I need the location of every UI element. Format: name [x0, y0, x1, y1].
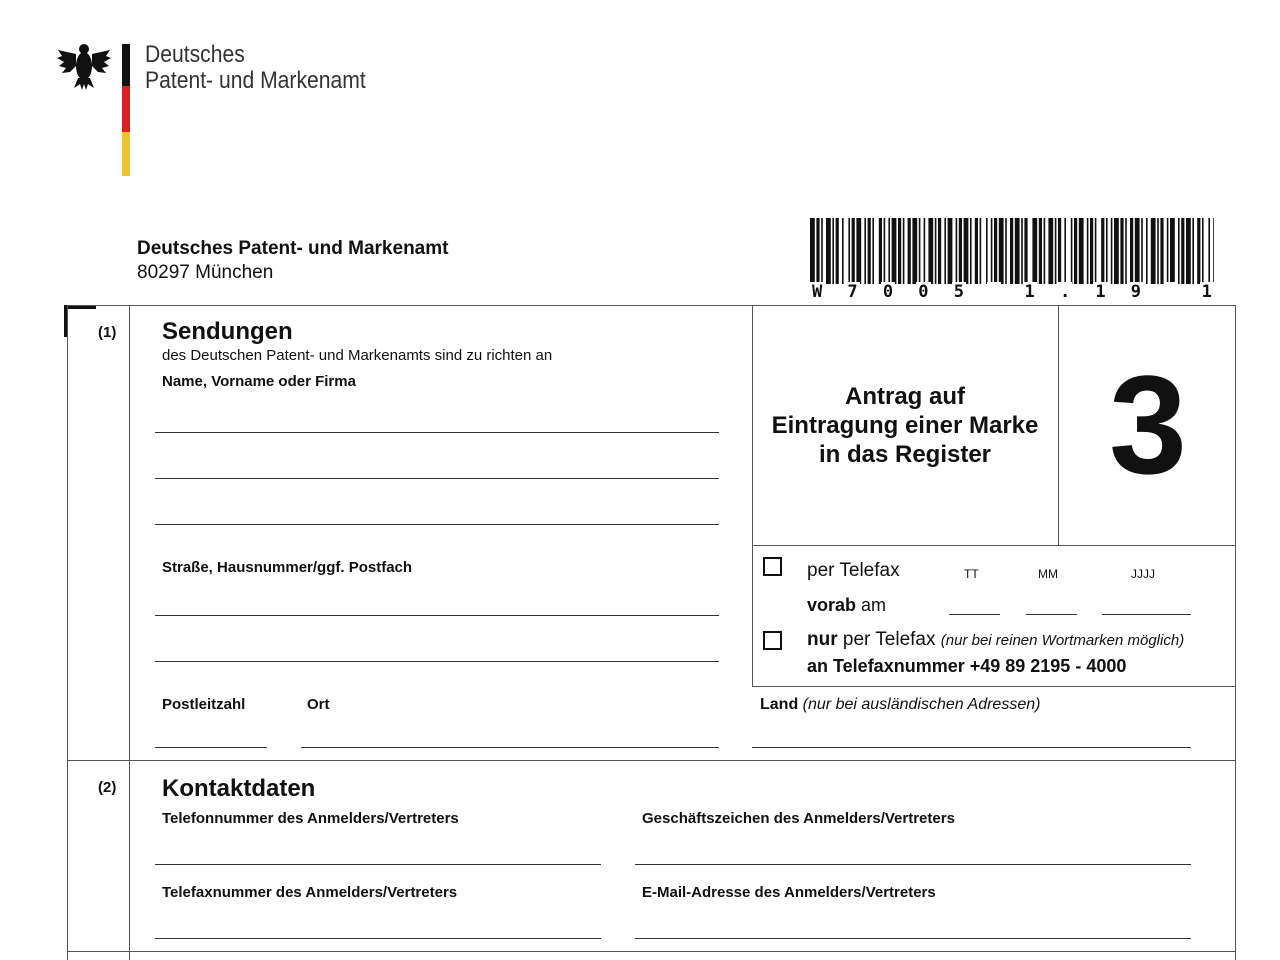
barcode-char: [1164, 282, 1178, 302]
barcode-bar: [1074, 218, 1077, 284]
barcode-bar: [970, 218, 972, 284]
nur-rest: per Telefax: [837, 629, 941, 650]
barcode-bar: [919, 218, 921, 284]
barcode-bar: [1213, 218, 1214, 284]
reference-field[interactable]: [635, 864, 1191, 865]
barcode-bar: [1120, 218, 1123, 284]
barcode-bar: [872, 218, 874, 284]
country-label-row: [760, 696, 1040, 714]
vorab-rest: am: [856, 595, 887, 615]
form-title: [753, 382, 1057, 469]
barcode-bar: [956, 218, 958, 284]
barcode-bar: [1055, 218, 1057, 284]
barcode-bar: [994, 218, 997, 284]
barcode-bar: [1146, 218, 1148, 284]
barcode: [810, 218, 1214, 284]
barcode-bar: [1010, 218, 1013, 284]
barcode-bar: [1101, 218, 1104, 284]
barcode-bar: [1181, 218, 1184, 284]
per-fax-label: per Telefax: [807, 560, 900, 581]
section1-number: (1): [98, 324, 117, 341]
barcode-bar: [1114, 218, 1119, 284]
vorab-row: [807, 595, 886, 616]
barcode-bar: [1021, 218, 1023, 284]
brand-line-2: Patent- und Markenamt: [145, 67, 366, 94]
section2-title: Kontaktdaten: [162, 775, 316, 802]
barcode-bar: [1208, 218, 1210, 284]
brand-name: [145, 42, 366, 94]
barcode-bar: [1064, 218, 1066, 284]
barcode-char: 0: [882, 282, 894, 302]
phone-field[interactable]: [155, 864, 601, 865]
barcode-bar: [816, 218, 819, 284]
name-field-1[interactable]: [155, 432, 719, 433]
zip-field[interactable]: [155, 747, 267, 748]
barcode-bar: [1197, 218, 1200, 284]
barcode-bar: [892, 218, 897, 284]
barcode-bar: [810, 218, 815, 284]
barcode-bar: [1106, 218, 1108, 284]
crop-mark: [64, 305, 96, 337]
barcode-bar: [1015, 218, 1020, 284]
barcode-bar: [908, 218, 911, 284]
barcode-bar: [1087, 218, 1089, 284]
form-title-line-2: Eintragung einer Marke: [771, 412, 1039, 439]
barcode-bar: [1044, 218, 1046, 284]
nur-fax-row: [807, 629, 1184, 651]
year-label: JJJJ: [1131, 567, 1155, 581]
barcode-bar: [1186, 218, 1191, 284]
barcode-bar: [1039, 218, 1042, 284]
barcode-bar: [903, 218, 905, 284]
barcode-bar: [1157, 218, 1159, 284]
barcode-bar: [912, 218, 917, 284]
barcode-bar: [1079, 218, 1084, 284]
barcode-bar: [944, 218, 946, 284]
barcode-bar: [1111, 218, 1113, 284]
barcode-bar: [975, 218, 978, 284]
country-note: (nur bei ausländischen Adressen): [802, 696, 1041, 713]
email-field[interactable]: [635, 938, 1191, 939]
barcode-bar: [1005, 218, 1007, 284]
barcode-bar: [884, 218, 886, 284]
barcode-bar: [959, 218, 962, 284]
barcode-bar: [826, 218, 831, 284]
barcode-bar: [868, 218, 871, 284]
barcode-bar: [1058, 218, 1061, 284]
barcode-bar: [1141, 218, 1143, 284]
title-box-left: [752, 305, 753, 687]
barcode-bar: [1130, 218, 1133, 284]
federal-eagle-icon: [56, 40, 112, 92]
form-title-line-3: in das Register: [818, 441, 992, 468]
barcode-bar: [1048, 218, 1053, 284]
barcode-bar: [928, 218, 933, 284]
barcode-char: 9: [1130, 282, 1142, 302]
barcode-char: W: [812, 282, 823, 302]
street-label: Straße, Hausnummer/ggf. Postfach: [162, 559, 413, 576]
barcode-char: 1: [1201, 282, 1212, 302]
frame-top: [67, 305, 1236, 306]
barcode-bar: [1095, 218, 1097, 284]
day-label: TT: [964, 567, 979, 581]
barcode-bar: [1170, 218, 1175, 284]
barcode-bar: [1202, 218, 1204, 284]
barcode-text: [810, 282, 1214, 302]
barcode-bar: [1135, 218, 1140, 284]
barcode-bar: [898, 218, 901, 284]
nur-note: (nur bei reinen Wortmarken möglich): [940, 632, 1185, 649]
barcode-char: [987, 282, 1001, 302]
title-box-bottom: [752, 545, 1236, 546]
barcode-bar: [836, 218, 839, 284]
zip-label: Postleitzahl: [162, 696, 246, 713]
number-column-divider: [129, 305, 130, 960]
barcode-bar: [1125, 218, 1127, 284]
fax-field[interactable]: [155, 938, 601, 939]
barcode-bar: [964, 218, 969, 284]
title-box-divider: [1058, 305, 1059, 545]
barcode-bar: [1151, 218, 1156, 284]
barcode-bar: [821, 218, 823, 284]
name-label: Name, Vorname oder Firma: [162, 373, 356, 390]
barcode-bar: [888, 218, 890, 284]
form-title-line-1: Antrag auf: [845, 383, 965, 410]
email-label: E-Mail-Adresse des Anmelders/Vertreters: [642, 884, 936, 901]
office-city: 80297 München: [137, 262, 274, 283]
barcode-bar: [852, 218, 855, 284]
form-number: 3: [1109, 346, 1187, 503]
barcode-bar: [980, 218, 982, 284]
flag-stripe-red: [122, 86, 130, 132]
phone-label: Telefonnummer des Anmelders/Vertreters: [162, 810, 459, 827]
barcode-bar: [879, 218, 882, 284]
barcode-bar: [1090, 218, 1093, 284]
barcode-bar: [986, 218, 988, 284]
barcode-char: 5: [953, 282, 964, 302]
barcode-bar: [848, 218, 850, 284]
barcode-bar: [948, 218, 953, 284]
barcode-bar: [991, 218, 993, 284]
city-field[interactable]: [301, 747, 719, 748]
month-field[interactable]: [1026, 614, 1077, 615]
barcode-bar: [1032, 218, 1037, 284]
section1-title: Sendungen: [162, 318, 293, 345]
barcode-bar: [1160, 218, 1163, 284]
barcode-char: 1: [1024, 282, 1035, 302]
barcode-bar: [1071, 218, 1073, 284]
barcode-bar: [938, 218, 941, 284]
nur-fax-checkbox[interactable]: [763, 631, 782, 650]
flag-stripe-gold: [122, 132, 130, 176]
section2-bottom: [67, 951, 1236, 952]
section-divider: [67, 760, 1236, 761]
name-field-3[interactable]: [155, 524, 719, 525]
barcode-bar: [1192, 218, 1194, 284]
city-label: Ort: [307, 696, 330, 713]
barcode-bar: [924, 218, 926, 284]
barcode-char: .: [1059, 282, 1071, 302]
section2-number: (2): [98, 779, 117, 796]
street-field-1[interactable]: [155, 615, 719, 616]
frame-left: [67, 305, 68, 960]
reference-label: Geschäftszeichen des Anmelders/Vertreters: [642, 810, 955, 827]
vorab-bold: vorab: [807, 595, 857, 615]
office-name: Deutsches Patent- und Markenamt: [137, 238, 449, 259]
day-field[interactable]: [949, 614, 1000, 615]
barcode-bar: [1167, 218, 1169, 284]
name-field-2[interactable]: [155, 478, 719, 479]
fax-number: an Telefaxnummer +49 89 2195 - 4000: [807, 656, 1127, 676]
barcode-bar: [1024, 218, 1027, 284]
street-field-2[interactable]: [155, 661, 719, 662]
barcode-bar: [1178, 218, 1180, 284]
barcode-char: 0: [918, 282, 929, 302]
country-label: Land: [760, 696, 799, 713]
barcode-bar: [856, 218, 861, 284]
flag-stripe-black: [122, 44, 130, 86]
barcode-bar: [842, 218, 844, 284]
section1-subtitle: des Deutschen Patent- und Markenamts sind zu richten an: [162, 347, 553, 364]
office-address: [137, 237, 448, 285]
fax-label: Telefaxnummer des Anmelders/Vertreters: [162, 884, 458, 901]
barcode-char: 1: [1095, 282, 1106, 302]
year-field[interactable]: [1102, 614, 1191, 615]
brand-line-1: Deutsches: [145, 41, 245, 68]
barcode-bar: [864, 218, 866, 284]
country-field[interactable]: [752, 747, 1191, 748]
barcode-bar: [832, 218, 834, 284]
barcode-bar: [935, 218, 937, 284]
fax-box-bottom: [752, 686, 1236, 687]
barcode-bar: [999, 218, 1004, 284]
barcode-char: 7: [847, 282, 858, 302]
per-fax-checkbox[interactable]: [763, 557, 782, 576]
month-label: MM: [1038, 567, 1058, 581]
nur-bold: nur: [807, 629, 838, 650]
